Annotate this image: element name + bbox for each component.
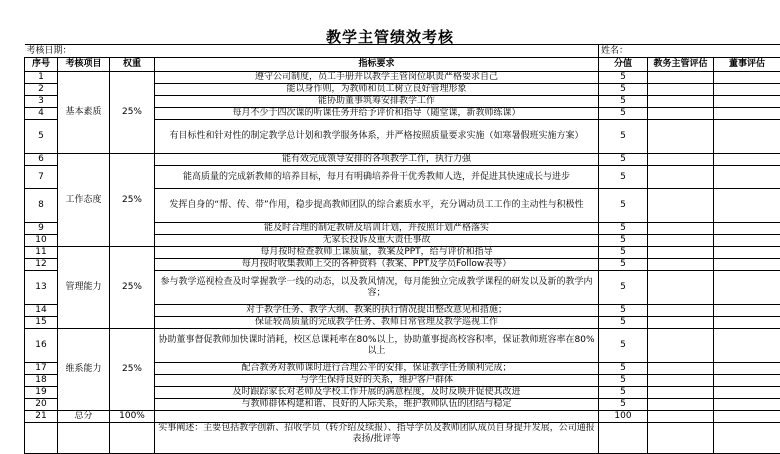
requirement-text: 每月不少于四次课的听课任务并给予评价和指导（随堂课，新教师练课） <box>155 108 599 120</box>
row-number: 8 <box>25 189 58 223</box>
row-number: 15 <box>25 317 58 329</box>
row-number: 13 <box>25 271 58 305</box>
supervisor-eval-cell[interactable] <box>648 363 714 375</box>
score-value: 5 <box>599 120 648 154</box>
header-requirement: 指标要求 <box>155 58 599 72</box>
item-category: 基本素质 <box>58 72 110 154</box>
requirement-text: 及时跟踪家长对老师及学校工作开展的满意程度，及时反映并促使其改进 <box>155 387 599 399</box>
supervisor-eval-cell[interactable] <box>648 108 714 120</box>
director-eval-cell[interactable] <box>714 84 780 96</box>
score-value: 5 <box>599 223 648 235</box>
table-row <box>25 154 780 166</box>
footnote-blank-1 <box>25 423 58 454</box>
row-number: 14 <box>25 305 58 317</box>
requirement-text: 遵守公司制度，员工手册并以教学主管岗位职责严格要求自己 <box>155 72 599 84</box>
score-value: 5 <box>599 166 648 189</box>
score-value: 5 <box>599 235 648 247</box>
item-weight: 25% <box>110 247 155 329</box>
score-value: 5 <box>599 317 648 329</box>
requirement-text: 有目标性和针对性的制定教学总计划和教学服务体系，并严格按照质量要求实施（如寒暑假班实施方案） <box>155 120 599 154</box>
requirement-text: 发挥自身的“帮、传、带”作用，稳步提高教师团队的综合素质水平，充分调动员工工作的主动性与积极性 <box>155 189 599 223</box>
supervisor-eval-cell[interactable] <box>648 96 714 108</box>
director-eval-cell[interactable] <box>714 317 780 329</box>
header-score: 分值 <box>599 58 648 72</box>
score-value: 5 <box>599 154 648 166</box>
row-number: 11 <box>25 247 58 259</box>
director-eval-cell[interactable] <box>714 72 780 84</box>
score-value: 5 <box>599 108 648 120</box>
footnote-blank-5 <box>648 423 714 454</box>
header-director-eval: 董事评估 <box>714 58 780 72</box>
page-title: 教学主管绩效考核 <box>0 26 780 47</box>
row-number: 19 <box>25 387 58 399</box>
supervisor-eval-cell[interactable] <box>648 235 714 247</box>
director-eval-cell[interactable] <box>714 247 780 259</box>
director-eval-cell[interactable] <box>714 305 780 317</box>
header-supervisor-eval: 教务主管评估 <box>648 58 714 72</box>
header-item: 考核项目 <box>58 58 110 72</box>
requirement-text: 无家长投诉及重大责任事故 <box>155 235 599 247</box>
supervisor-eval-cell[interactable] <box>648 223 714 235</box>
score-value: 5 <box>599 271 648 305</box>
row-number: 12 <box>25 259 58 271</box>
score-value: 5 <box>599 189 648 223</box>
requirement-text: 能协助董事筑筹安排教学工作 <box>155 96 599 108</box>
date-label: 考核日期： <box>25 45 599 58</box>
supervisor-eval-cell[interactable] <box>648 189 714 223</box>
director-eval-cell[interactable] <box>714 120 780 154</box>
appraisal-table <box>24 44 780 454</box>
director-eval-cell[interactable] <box>714 235 780 247</box>
row-number: 7 <box>25 166 58 189</box>
row-number: 3 <box>25 96 58 108</box>
score-value: 5 <box>599 84 648 96</box>
row-number: 2 <box>25 84 58 96</box>
director-eval-cell[interactable] <box>714 96 780 108</box>
requirement-text: 协助董事督促教师加快课时消耗，校区总课耗率在80%以上，协助董事提高校容积率，保证教师班容率在80%以上 <box>155 329 599 363</box>
requirement-text: 与学生保持良好的关系，维护客户群体 <box>155 375 599 387</box>
total-row <box>25 411 780 423</box>
supervisor-eval-cell[interactable] <box>648 387 714 399</box>
table-row <box>25 247 780 259</box>
supervisor-eval-cell[interactable] <box>648 247 714 259</box>
row-number: 10 <box>25 235 58 247</box>
total-blank <box>155 411 599 423</box>
supervisor-eval-cell[interactable] <box>648 259 714 271</box>
row-number: 4 <box>25 108 58 120</box>
total-score: 100 <box>599 411 648 423</box>
requirement-text: 参与教学巡视检查及时掌握教学一线的动态，以及教风情况，每月能独立完成教学课程的研发以及新的教学内容； <box>155 271 599 305</box>
row-number: 20 <box>25 399 58 411</box>
director-eval-cell[interactable] <box>714 108 780 120</box>
supervisor-eval-cell[interactable] <box>648 72 714 84</box>
director-eval-cell[interactable] <box>714 166 780 189</box>
requirement-text: 每月按时收集教师上交的各种资料（教案、PPT及学员Follow表等） <box>155 259 599 271</box>
director-eval-cell[interactable] <box>714 387 780 399</box>
director-eval-cell[interactable] <box>714 259 780 271</box>
requirement-text: 能高质量的完成新教师的培养目标，每月有明确培养骨干优秀教师人选，并促进其快速成长与进步 <box>155 166 599 189</box>
supervisor-eval-cell[interactable] <box>648 399 714 411</box>
footnote-blank-4 <box>599 423 648 454</box>
total-number: 21 <box>25 411 58 423</box>
row-number: 16 <box>25 329 58 363</box>
table-row <box>25 329 780 363</box>
footnote-blank-2 <box>58 423 110 454</box>
row-number: 5 <box>25 120 58 154</box>
requirement-text: 能有效完成领导安排的各项教学工作，执行力强 <box>155 154 599 166</box>
director-eval-cell[interactable] <box>714 271 780 305</box>
header-no: 序号 <box>25 58 58 72</box>
supervisor-eval-cell[interactable] <box>648 329 714 363</box>
table-row <box>25 72 780 84</box>
requirement-text: 每月按时检查教师上课质量，教案及PPT，给与评价和指导 <box>155 247 599 259</box>
total-supervisor-eval[interactable] <box>648 411 714 423</box>
score-value: 5 <box>599 96 648 108</box>
total-label: 总分 <box>58 411 110 423</box>
score-value: 5 <box>599 399 648 411</box>
score-value: 5 <box>599 305 648 317</box>
total-weight: 100% <box>110 411 155 423</box>
director-eval-cell[interactable] <box>714 189 780 223</box>
item-category: 维系能力 <box>58 329 110 411</box>
score-value: 5 <box>599 375 648 387</box>
requirement-text: 对于教学任务、教学大纲、教案的执行情况提出整改意见和措施； <box>155 305 599 317</box>
footnote-row <box>25 423 780 454</box>
total-director-eval[interactable] <box>714 411 780 423</box>
director-eval-cell[interactable] <box>714 329 780 363</box>
director-eval-cell[interactable] <box>714 375 780 387</box>
score-value: 5 <box>599 247 648 259</box>
supervisor-eval-cell[interactable] <box>648 84 714 96</box>
row-number: 6 <box>25 154 58 166</box>
footnote-blank-3 <box>110 423 155 454</box>
score-value: 5 <box>599 363 648 375</box>
supervisor-eval-cell[interactable] <box>648 375 714 387</box>
item-weight: 25% <box>110 72 155 154</box>
score-value: 5 <box>599 387 648 399</box>
requirement-text: 能及时合理的制定教研及培训计划，并按照计划严格落实 <box>155 223 599 235</box>
item-weight: 25% <box>110 154 155 247</box>
item-weight: 25% <box>110 329 155 411</box>
header-weight: 权重 <box>110 58 155 72</box>
supervisor-eval-cell[interactable] <box>648 120 714 154</box>
supervisor-eval-cell[interactable] <box>648 166 714 189</box>
supervisor-eval-cell[interactable] <box>648 271 714 305</box>
supervisor-eval-cell[interactable] <box>648 305 714 317</box>
row-number: 18 <box>25 375 58 387</box>
footnote-text: 实事阐述：主要包括教学创新、招收学员（转介绍及续报）、指导学员及教师团队成员自身提升发展，公司通报表扬/批评等 <box>155 423 599 454</box>
director-eval-cell[interactable] <box>714 223 780 235</box>
director-eval-cell[interactable] <box>714 363 780 375</box>
score-value: 5 <box>599 259 648 271</box>
requirement-text: 保证较高质量的完成教学任务、教师日常管理及教学巡视工作 <box>155 317 599 329</box>
score-value: 5 <box>599 72 648 84</box>
supervisor-eval-cell[interactable] <box>648 317 714 329</box>
footnote-blank-6 <box>714 423 780 454</box>
row-number: 17 <box>25 363 58 375</box>
score-value: 5 <box>599 329 648 363</box>
requirement-text: 与教师群体构建和谐、良好的人际关系，维护教师队伍的团结与稳定 <box>155 399 599 411</box>
supervisor-eval-cell[interactable] <box>648 154 714 166</box>
name-label: 姓名： <box>599 45 780 58</box>
item-category: 管理能力 <box>58 247 110 329</box>
requirement-text: 能以身作则，为教师和员工树立良好管理形象 <box>155 84 599 96</box>
item-category: 工作态度 <box>58 154 110 247</box>
row-number: 1 <box>25 72 58 84</box>
director-eval-cell[interactable] <box>714 399 780 411</box>
director-eval-cell[interactable] <box>714 154 780 166</box>
requirement-text: 配合教务对教师课时进行合理公平的安排，保证教学任务顺利完成； <box>155 363 599 375</box>
row-number: 9 <box>25 223 58 235</box>
